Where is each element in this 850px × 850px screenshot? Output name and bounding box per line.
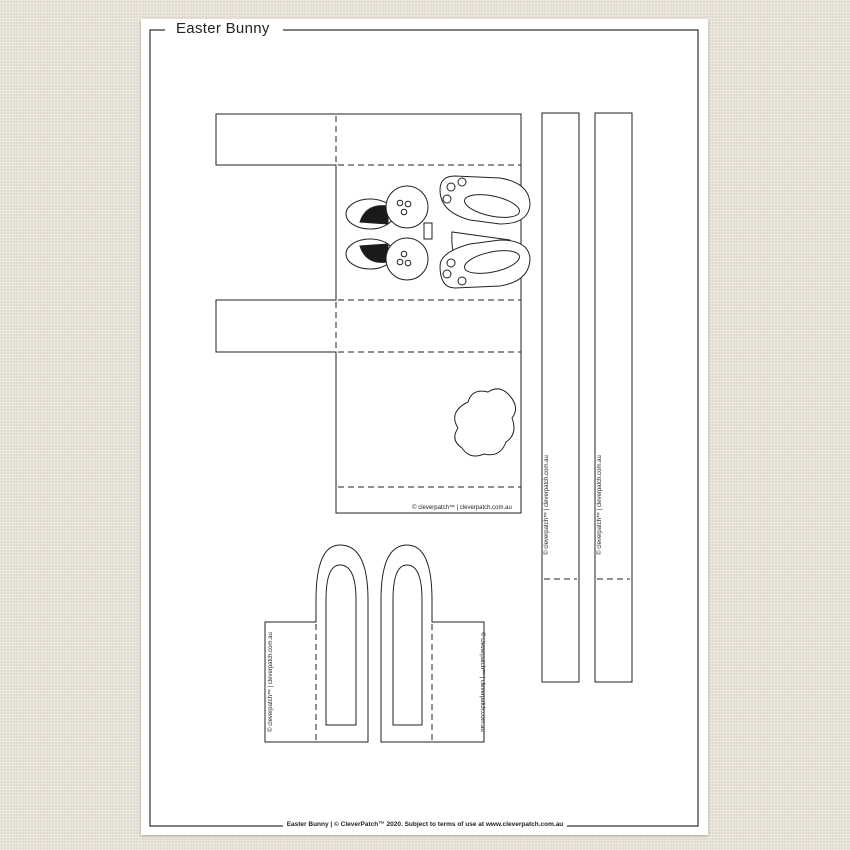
bunny-face-bottom	[346, 238, 428, 280]
footer-text: Easter Bunny | © CleverPatch™ 2020. Subject to terms of use at www.cleverpatch.com.au	[283, 821, 568, 828]
bunny-tail	[455, 389, 516, 456]
document-title: Easter Bunny	[170, 20, 276, 37]
strip-copyright-left: © cleverpatch™ | cleverpatch.com.au	[544, 455, 550, 555]
footer-line	[0, 821, 850, 828]
ear-pieces	[265, 545, 484, 742]
ear-copyright-left: © cleverpatch™ | cleverpatch.com.au	[268, 632, 274, 732]
bunny-feet	[440, 176, 530, 288]
strip-copyright-right: © cleverpatch™ | cleverpatch.com.au	[597, 455, 603, 555]
side-strips	[542, 113, 632, 682]
ear-copyright-right: © cleverpatch™ | cleverpatch.com.au	[479, 632, 485, 732]
body-copyright: © cleverpatch™ | cleverpatch.com.au	[412, 505, 512, 511]
bunny-face-top	[346, 186, 432, 239]
page-frame	[150, 30, 698, 826]
